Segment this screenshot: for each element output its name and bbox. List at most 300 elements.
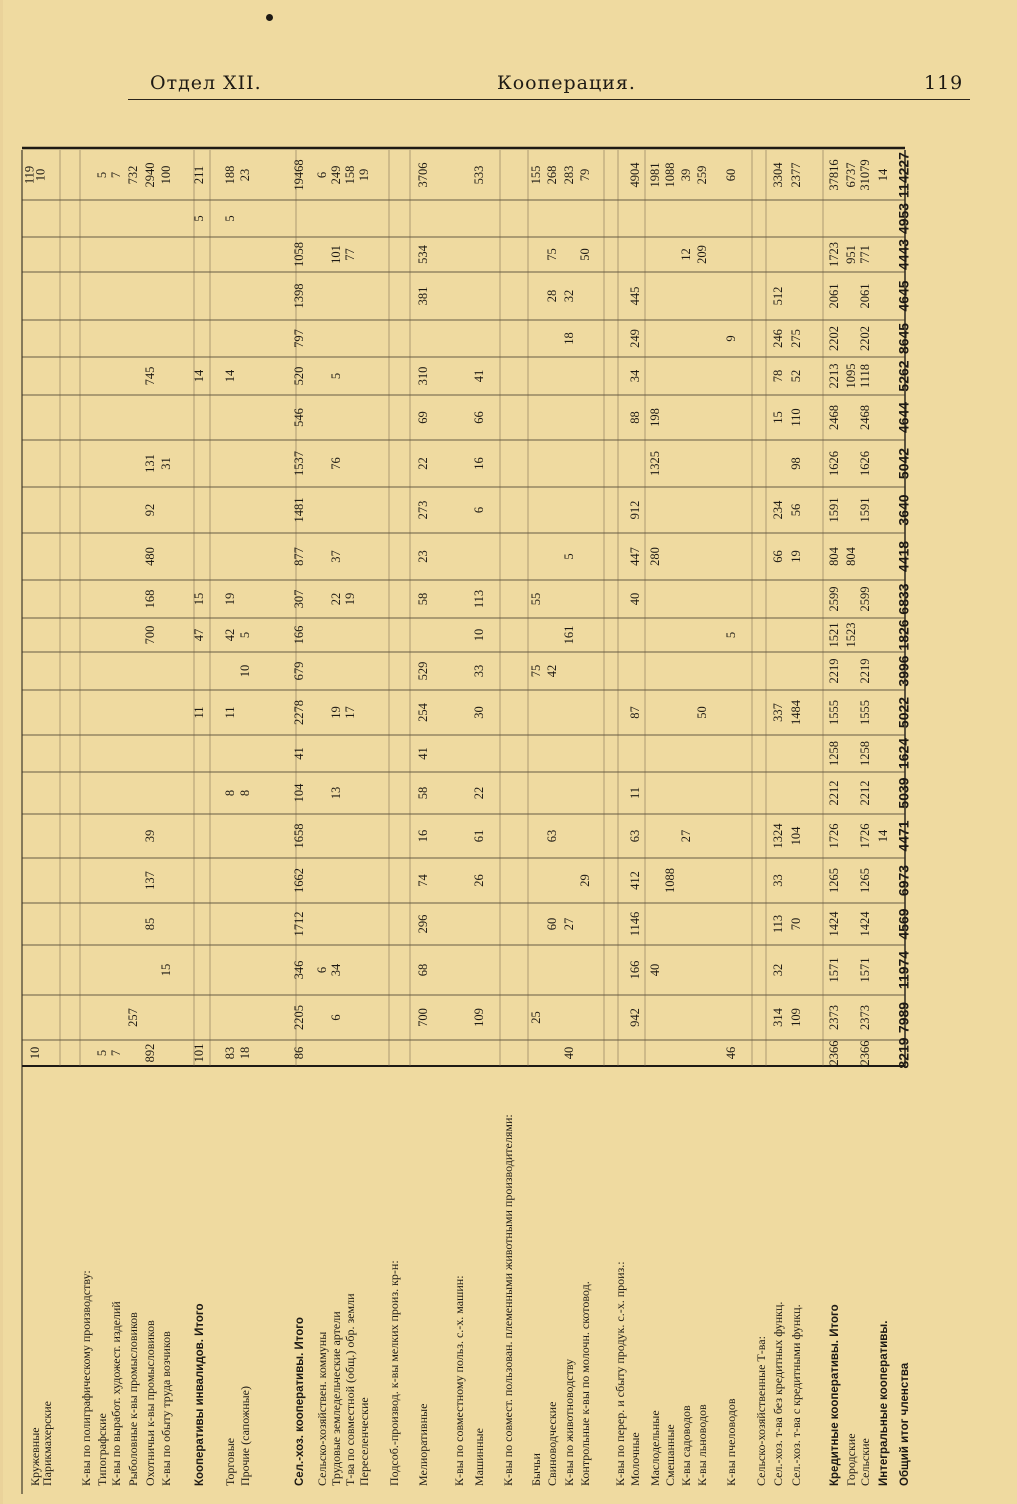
table-cell-value: 158 xyxy=(342,165,357,185)
table-cell-value: 1424 xyxy=(857,911,872,937)
table-cell-value: 137 xyxy=(142,871,157,890)
table-cell-value: 40 xyxy=(561,1046,576,1060)
table-cell-value: 1088 xyxy=(662,868,677,893)
table-cell-value: 63 xyxy=(627,829,642,843)
row-label: Трудовые земледельческие артели xyxy=(328,1311,343,1486)
table-cell-value: 5 xyxy=(561,553,576,560)
table-cell-value: 66 xyxy=(770,550,785,563)
table-cell-value: 66 xyxy=(471,411,486,424)
table-cell-value: 1118 xyxy=(857,363,872,389)
table-cell-value: 257 xyxy=(125,1008,140,1027)
table-cell-value: 8 xyxy=(222,789,237,797)
table-cell-value: 209 xyxy=(694,245,709,264)
row-label: Общий итог членства xyxy=(899,1362,912,1486)
table-cell-value: 381 xyxy=(415,286,430,306)
table-cell-value: 1555 xyxy=(826,700,841,725)
table-cell-value: 1591 xyxy=(857,497,872,523)
table-cell-value: 892 xyxy=(142,1043,157,1063)
grand-total-value: 4569 xyxy=(895,908,912,940)
table-cell-value: 119 xyxy=(22,165,37,185)
table-cell-value: 109 xyxy=(471,1008,486,1027)
table-cell-value: 27 xyxy=(678,829,693,843)
table-cell-value: 249 xyxy=(627,329,642,348)
table-cell-value: 529 xyxy=(415,661,430,681)
table-cell-value: 188 xyxy=(222,165,237,185)
table-cell-value: 40 xyxy=(627,592,642,606)
table-cell-value: 1398 xyxy=(291,283,306,309)
table-cell-value: 942 xyxy=(627,1008,642,1027)
table-cell-value: 2940 xyxy=(142,162,157,188)
table-cell-value: 4904 xyxy=(627,162,642,188)
table-cell-value: 56 xyxy=(788,503,803,517)
table-cell-value: 249 xyxy=(328,165,343,185)
table-cell-value: 1258 xyxy=(857,741,872,766)
table-cell-value: 797 xyxy=(291,329,306,348)
row-label: Маслодельные xyxy=(647,1410,662,1486)
page-title: Кооперация. xyxy=(497,72,636,94)
table-cell-value: 679 xyxy=(291,661,306,681)
table-cell-value: 37 xyxy=(328,550,343,563)
grand-total-value: 11974 xyxy=(895,950,912,990)
row-label: Свиноводческие xyxy=(544,1401,559,1486)
table-cell-value: 19 xyxy=(222,592,237,606)
row-label: Молочные xyxy=(627,1432,642,1486)
table-cell-value: 131 xyxy=(142,454,157,473)
row-label: Подсоб.-производ. к-вы мелких произ. кр-н: xyxy=(386,1260,401,1486)
table-cell-value: 50 xyxy=(694,706,709,719)
row-label: Сельско-хозяйствен. коммуны xyxy=(314,1331,329,1486)
table-cell-value: 533 xyxy=(471,165,486,185)
table-cell-value: 412 xyxy=(627,871,642,890)
grand-total-value: 5262 xyxy=(895,360,912,392)
table-cell-value: 42 xyxy=(222,628,237,642)
table-cell-value: 55 xyxy=(528,592,543,606)
table-cell-value: 2212 xyxy=(857,780,872,806)
table-cell-value: 11 xyxy=(627,786,642,800)
table-cell-value: 1484 xyxy=(788,700,803,725)
row-label: К-вы по совмест. пользован. племенными животными производителями: xyxy=(500,1114,515,1486)
row-label: К-вы садоводов xyxy=(678,1405,693,1486)
table-cell-value: 2373 xyxy=(826,1005,841,1030)
table-cell-value: 60 xyxy=(544,917,559,931)
table-cell-value: 307 xyxy=(291,589,306,609)
table-cell-value: 296 xyxy=(415,914,430,934)
table-cell-value: 1723 xyxy=(826,242,841,267)
table-cell-value: 113 xyxy=(770,914,785,934)
table-cell-value: 13 xyxy=(328,786,343,800)
table-cell-value: 41 xyxy=(471,369,486,383)
table-cell-value: 310 xyxy=(415,366,430,386)
table-cell-value: 85 xyxy=(142,917,157,931)
table-cell-value: 1626 xyxy=(857,451,872,476)
table-cell-value: 47 xyxy=(191,628,206,642)
table-cell-value: 1424 xyxy=(826,911,841,937)
table-cell-value: 87 xyxy=(627,706,642,719)
table-cell-value: 1058 xyxy=(291,242,306,267)
table-cell-value: 700 xyxy=(142,625,157,645)
row-label: Т-ва по совместной (общ.) обр. земли xyxy=(342,1293,357,1486)
table-cell-value: 7 xyxy=(108,171,123,179)
row-label: Мелиоративные xyxy=(415,1403,430,1486)
table-cell-value: 1726 xyxy=(826,823,841,849)
table-cell-value: 198 xyxy=(647,408,662,427)
row-label: Сельские xyxy=(857,1438,872,1486)
table-cell-value: 74 xyxy=(415,874,430,887)
table-cell-value: 166 xyxy=(291,625,306,645)
table-cell-value: 31079 xyxy=(857,159,872,191)
table-cell-value: 1591 xyxy=(826,497,841,523)
table-cell-value: 2219 xyxy=(857,658,872,684)
table-cell-value: 88 xyxy=(627,411,642,424)
table-cell-value: 26 xyxy=(471,874,486,887)
table-cell-value: 22 xyxy=(415,457,430,470)
row-label: Кружевные xyxy=(27,1427,42,1486)
row-label: Охотничьи к-вы промысловиков xyxy=(142,1320,157,1486)
table-cell-value: 113 xyxy=(471,589,486,609)
row-label: Торговые xyxy=(222,1437,237,1486)
grand-total-value: 3640 xyxy=(895,494,912,526)
table-cell-value: 40 xyxy=(647,963,662,977)
grand-total-value: 4644 xyxy=(895,401,912,434)
table-cell-value: 2366 xyxy=(826,1040,841,1066)
row-label: Машинные xyxy=(471,1428,486,1486)
table-cell-value: 6 xyxy=(314,966,329,974)
table-cell-value: 10 xyxy=(33,168,48,182)
table-cell-value: 155 xyxy=(528,165,543,185)
table-cell-value: 5 xyxy=(191,215,206,222)
table-cell-value: 280 xyxy=(647,547,662,566)
grand-total-value: 3996 xyxy=(895,655,912,687)
row-label: К-вы льноводов xyxy=(694,1404,709,1486)
table-cell-value: 92 xyxy=(142,503,157,517)
table-cell-value: 2219 xyxy=(826,658,841,684)
row-label: Бычьи xyxy=(528,1453,543,1486)
table-cell-value: 14 xyxy=(875,168,890,182)
grand-total-value: 4443 xyxy=(895,238,912,271)
grand-total-value: 4953 xyxy=(895,202,912,235)
table-cell-value: 14 xyxy=(875,829,890,843)
table-cell-value: 2373 xyxy=(857,1005,872,1030)
table-cell-value: 5 xyxy=(723,631,738,639)
table-cell-value: 63 xyxy=(544,829,559,843)
row-label: Интегральные кооперативы. xyxy=(878,1320,891,1486)
table-cell-value: 10 xyxy=(237,664,252,678)
table-cell-value: 19 xyxy=(356,168,371,182)
table-cell-value: 1712 xyxy=(291,911,306,937)
row-label: Переселенческие xyxy=(356,1397,371,1486)
table-cell-value: 50 xyxy=(577,248,592,261)
table-cell-value: 18 xyxy=(561,332,576,345)
table-cell-value: 1265 xyxy=(826,868,841,893)
table-cell-value: 70 xyxy=(788,917,803,931)
table-cell-value: 14 xyxy=(191,369,206,383)
table-cell-value: 2599 xyxy=(826,586,841,612)
table-cell-value: 109 xyxy=(788,1008,803,1027)
table-cell-value: 2212 xyxy=(826,780,841,806)
table-cell-value: 6737 xyxy=(843,162,858,188)
grand-total-value: 8645 xyxy=(895,322,912,355)
table-cell-value: 78 xyxy=(770,369,785,383)
table-cell-value: 275 xyxy=(788,329,803,348)
table-cell-value: 19 xyxy=(342,592,357,606)
table-cell-value: 69 xyxy=(415,411,430,424)
table-cell-value: 5 xyxy=(328,372,343,380)
table-cell-value: 68 xyxy=(415,963,430,977)
table-cell-value: 98 xyxy=(788,457,803,470)
grand-total-value: 1624 xyxy=(895,737,912,770)
table-cell-value: 11 xyxy=(222,706,237,719)
table-cell-value: 100 xyxy=(158,165,173,185)
table-cell-value: 745 xyxy=(142,366,157,386)
row-label: К-вы по совместному польз. с.-х. машин: xyxy=(451,1275,466,1486)
table-cell-value: 75 xyxy=(544,248,559,261)
table-cell-value: 5 xyxy=(237,631,252,639)
table-cell-value: 6 xyxy=(471,506,486,514)
row-label: Сел.-хоз. кооперативы. Итого xyxy=(294,1317,307,1486)
table-cell-value: 60 xyxy=(723,168,738,182)
table-cell-value: 520 xyxy=(291,366,306,386)
table-cell-value: 346 xyxy=(291,960,306,980)
table-cell-value: 877 xyxy=(291,547,306,566)
table-cell-value: 246 xyxy=(770,329,785,348)
grand-total-value: 5042 xyxy=(895,447,912,480)
table-cell-value: 104 xyxy=(788,826,803,846)
table-cell-value: 2205 xyxy=(291,1005,306,1030)
table-cell-value: 15 xyxy=(158,963,173,977)
table-cell-value: 161 xyxy=(561,625,576,645)
table-cell-value: 2377 xyxy=(788,162,803,188)
table-cell-value: 1481 xyxy=(291,497,306,523)
table-cell-value: 1658 xyxy=(291,823,306,849)
table-cell-value: 951 xyxy=(843,245,858,264)
table-cell-value: 75 xyxy=(528,664,543,678)
table-cell-value: 732 xyxy=(125,165,140,185)
table-cell-value: 3706 xyxy=(415,162,430,188)
table-cell-value: 16 xyxy=(415,829,430,843)
table-cell-value: 1146 xyxy=(627,911,642,937)
table-cell-value: 34 xyxy=(328,963,343,977)
grand-total-value: 8219 xyxy=(895,1037,912,1069)
table-cell-value: 804 xyxy=(826,547,841,566)
table-cell-value: 700 xyxy=(415,1008,430,1027)
table-cell-value: 29 xyxy=(577,874,592,887)
row-label: Рыболовные к-вы промысловиков xyxy=(125,1312,140,1486)
table-cell-value: 58 xyxy=(415,592,430,606)
table-cell-value: 1537 xyxy=(291,451,306,476)
table-cell-value: 32 xyxy=(770,963,785,977)
table-cell-value: 27 xyxy=(561,917,576,931)
table-cell-value: 15 xyxy=(770,411,785,424)
row-label: К-вы по выработ. художест. изделий xyxy=(108,1301,123,1486)
row-label: Контрольные к-вы по молочн. скотовод. xyxy=(577,1281,592,1486)
table-cell-value: 2599 xyxy=(857,586,872,612)
grand-total-value: 114227 xyxy=(895,152,912,198)
table-cell-value: 7 xyxy=(108,1049,123,1057)
table-cell-value: 1088 xyxy=(662,162,677,188)
table-cell-value: 5 xyxy=(94,171,109,179)
table-cell-value: 1521 xyxy=(826,622,841,648)
table-cell-value: 804 xyxy=(843,547,858,566)
table-cell-value: 1726 xyxy=(857,823,872,849)
table-cell-value: 166 xyxy=(627,960,642,980)
table-cell-value: 2213 xyxy=(826,363,841,389)
table-cell-value: 19 xyxy=(788,550,803,563)
table-cell-value: 2061 xyxy=(826,283,841,309)
page-number: 119 xyxy=(924,72,964,94)
table-cell-value: 268 xyxy=(544,165,559,185)
table-cell-value: 52 xyxy=(788,369,803,383)
table-cell-value: 2366 xyxy=(857,1040,872,1066)
table-cell-value: 1095 xyxy=(843,363,858,389)
table-cell-value: 15 xyxy=(191,592,206,606)
table-cell-value: 5 xyxy=(222,215,237,222)
table-cell-value: 283 xyxy=(561,165,576,185)
row-label: К-вы по перер. и сбыту продук. с.-х. произ.: xyxy=(612,1261,627,1486)
table-cell-value: 18 xyxy=(237,1046,252,1060)
grand-total-value: 7989 xyxy=(895,1001,912,1034)
table-cell-value: 2468 xyxy=(826,405,841,430)
row-label: К-вы пчеловодов xyxy=(723,1398,738,1486)
row-label: К-вы по животноводству xyxy=(561,1358,576,1486)
table-cell-value: 273 xyxy=(415,500,430,520)
table-cell-value: 46 xyxy=(723,1046,738,1060)
table-cell-value: 37816 xyxy=(826,159,841,191)
table-cell-value: 8 xyxy=(237,789,252,797)
table-cell-value: 77 xyxy=(342,248,357,261)
row-label: Кооперативы инвалидов. Итого xyxy=(194,1303,207,1486)
table-cell-value: 2202 xyxy=(857,326,872,351)
table-cell-value: 42 xyxy=(544,664,559,678)
table-cell-value: 76 xyxy=(328,457,343,470)
table-cell-value: 1523 xyxy=(843,622,858,648)
table-cell-value: 19 xyxy=(328,706,343,719)
table-cell-value: 254 xyxy=(415,703,430,722)
table-cell-value: 447 xyxy=(627,547,642,566)
table-cell-value: 23 xyxy=(415,550,430,563)
table-cell-value: 34 xyxy=(627,369,642,383)
row-label: Прочие (сапожные) xyxy=(237,1386,252,1486)
table-cell-value: 2202 xyxy=(826,326,841,351)
table-cell-value: 12 xyxy=(678,248,693,261)
table-cell-value: 480 xyxy=(142,547,157,566)
row-label: Типографские xyxy=(94,1413,109,1486)
row-label: К-вы по полиграфическому производству: xyxy=(78,1270,93,1486)
grand-total-value: 5039 xyxy=(895,777,912,809)
table-cell-value: 771 xyxy=(857,245,872,264)
table-cell-value: 41 xyxy=(291,747,306,760)
table-cell-value: 2061 xyxy=(857,283,872,309)
table-cell-value: 22 xyxy=(471,786,486,800)
grand-total-value: 5022 xyxy=(895,696,912,729)
table-cell-value: 23 xyxy=(237,168,252,182)
table-cell-value: 1571 xyxy=(857,957,872,983)
table-cell-value: 912 xyxy=(627,500,642,520)
table-cell-value: 33 xyxy=(770,874,785,887)
table-cell-value: 25 xyxy=(528,1011,543,1024)
table-cell-value: 61 xyxy=(471,829,486,843)
table-cell-value: 168 xyxy=(142,589,157,609)
table-cell-value: 41 xyxy=(415,747,430,760)
table-cell-value: 234 xyxy=(770,500,785,520)
table-cell-value: 1555 xyxy=(857,700,872,725)
table-cell-value: 546 xyxy=(291,408,306,427)
table-cell-value: 534 xyxy=(415,245,430,264)
table-cell-value: 33 xyxy=(471,664,486,678)
row-label: Городские xyxy=(843,1433,858,1486)
table-cell-value: 6 xyxy=(314,171,329,179)
table-cell-value: 1981 xyxy=(647,162,662,188)
table-cell-value: 39 xyxy=(142,829,157,843)
row-label: Сел.-хоз. т-ва с кредитными функц. xyxy=(788,1304,803,1486)
table-cell-value: 314 xyxy=(770,1008,785,1027)
table-cell-value: 19468 xyxy=(291,159,306,191)
table-cell-value: 512 xyxy=(770,286,785,306)
table-cell-value: 9 xyxy=(723,335,738,342)
table-cell-value: 1265 xyxy=(857,868,872,893)
row-label: Кредитные кооперативы. Итого xyxy=(829,1304,842,1486)
table-cell-value: 14 xyxy=(222,369,237,383)
row-label: К-вы по обыту труда возчиков xyxy=(158,1331,173,1486)
grand-total-value: 4418 xyxy=(895,540,912,573)
table-cell-value: 101 xyxy=(191,1043,206,1063)
table-cell-value: 1258 xyxy=(826,741,841,766)
table-cell-value: 30 xyxy=(471,706,486,719)
grand-total-value: 4645 xyxy=(895,280,912,312)
row-label: Парикмахерские xyxy=(39,1400,54,1486)
table-cell-value: 445 xyxy=(627,286,642,306)
table-cell-value: 58 xyxy=(415,786,430,800)
table-cell-value: 1325 xyxy=(647,451,662,476)
table-cell-value: 2278 xyxy=(291,700,306,725)
table-cell-value: 10 xyxy=(471,628,486,642)
table-cell-value: 11 xyxy=(191,706,206,719)
table-cell-value: 1571 xyxy=(826,957,841,983)
section-heading: Отдел XII. xyxy=(150,72,262,94)
table-cell-value: 86 xyxy=(291,1046,306,1060)
table-cell-value: 110 xyxy=(788,408,803,427)
row-label: Сел.-хоз. т-ва без кредитных функц. xyxy=(770,1301,785,1486)
table-cell-value: 31 xyxy=(158,457,173,470)
table-cell-value: 39 xyxy=(678,168,693,182)
table-cell-value: 28 xyxy=(544,289,559,303)
table-cell-value: 10 xyxy=(27,1046,42,1060)
table-cell-value: 101 xyxy=(328,245,343,264)
table-cell-value: 1324 xyxy=(770,823,785,849)
table-cell-value: 211 xyxy=(191,165,206,185)
grand-total-value: 4471 xyxy=(895,820,912,852)
table-cell-value: 1662 xyxy=(291,868,306,893)
table-cell-value: 83 xyxy=(222,1046,237,1060)
grand-total-value: 6833 xyxy=(895,583,912,615)
table-cell-value: 17 xyxy=(342,706,357,719)
table-cell-value: 3304 xyxy=(770,162,785,188)
table-cell-value: 22 xyxy=(328,592,343,606)
table-cell-value: 1626 xyxy=(826,451,841,476)
grand-total-value: 6973 xyxy=(895,864,912,897)
table-cell-value: 2468 xyxy=(857,405,872,430)
table-cell-value: 32 xyxy=(561,289,576,303)
table-cell-value: 259 xyxy=(694,165,709,185)
row-label: Сельско-хозяйственные Т-ва: xyxy=(753,1336,768,1486)
table-cell-value: 337 xyxy=(770,703,785,722)
table-cell-value: 79 xyxy=(577,168,592,182)
grand-total-value: 1826 xyxy=(895,619,912,651)
row-label: Смешанные xyxy=(662,1424,677,1486)
table-cell-value: 6 xyxy=(328,1014,343,1021)
table-cell-value: 104 xyxy=(291,783,306,803)
table-cell-value: 5 xyxy=(94,1049,109,1057)
table-cell-value: 16 xyxy=(471,457,486,470)
